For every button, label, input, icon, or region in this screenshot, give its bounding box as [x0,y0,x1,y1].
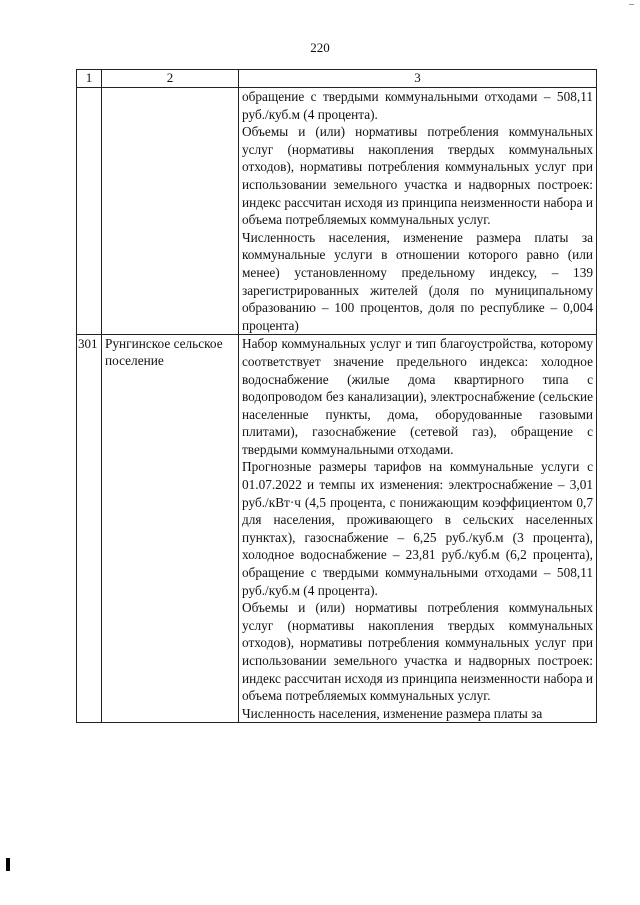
row-number-cell: 301 [77,335,102,723]
row-number-cell [77,88,102,335]
header-col-3: 3 [239,70,597,88]
table-row-continued [77,88,597,335]
scan-edge-mark [6,858,10,871]
paragraph-waste-tariff: обращение с твердыми коммунальными отходами – 508,11 руб./куб.м (4 процента). [242,89,593,122]
paragraph-services-set: Набор коммунальных услуг и тип благоустройства, которому соответствует значение предельного индекса: холодное водоснабжение (жилые дома квартирного типа с водопроводом без канализации), электроснабжение (сельские населенные пункты, дома, оборудованные газовыми плитами), газоснабжение (сетевой газ), обращение с твердыми коммунальными отходами. [242,336,593,457]
header-col-2: 2 [102,70,239,88]
description-cell [239,88,597,335]
paragraph-tariffs: Прогнозные размеры тарифов на коммунальные услуги с 01.07.2022 и темпы их изменения: электроснабжение – 3,01 руб./кВт·ч (4,5 процента, с понижающим коэффициентом 0,7 для населения, проживающего в сельских населенных пунктах), газоснабжение – 6,25 руб./куб.м (3 процента), холодное водоснабжение – 23,81 руб./куб.м (6,2 процента), обращение с твердыми коммунальными отходами – 508,11 руб./куб.м (4 процента). [242,459,593,598]
table-row-301 [77,335,597,723]
scan-corner-mark [629,4,634,5]
municipality-cell: Рунгинское сельское поселение [102,335,239,723]
header-col-1: 1 [77,70,102,88]
paragraph-consumption-norms: Объемы и (или) нормативы потребления коммунальных услуг (нормативы накопления твердых коммунальных отходов), нормативы потребления коммунальных услуг при использовании земельного участка и надворных построек: индекс рассчитан исходя из принципа неизменности набора и объема потребляемых коммунальных услуг. [242,124,593,228]
municipality-cell [102,88,239,335]
tariff-table [76,69,597,723]
paragraph-population: Численность населения, изменение размера платы за коммунальные услуги в отношении которого равно (или менее) установленному предельному индексу, – 139 зарегистрированных жителей (доля по муниципальному образованию – 100 процентов, доля по республике – 0,004 процента) [242,229,593,333]
table-header-row [77,70,597,88]
description-cell [239,335,597,723]
paragraph-population: Численность населения, изменение размера платы за [242,705,543,721]
page-number: 220 [310,40,330,55]
paragraph-consumption-norms: Объемы и (или) нормативы потребления коммунальных услуг (нормативы накопления твердых коммунальных отходов), нормативы потребления коммунальных услуг при использовании земельного участка и надворных построек: индекс рассчитан исходя из принципа неизменности набора и объема потребляемых коммунальных услуг. [242,600,593,704]
